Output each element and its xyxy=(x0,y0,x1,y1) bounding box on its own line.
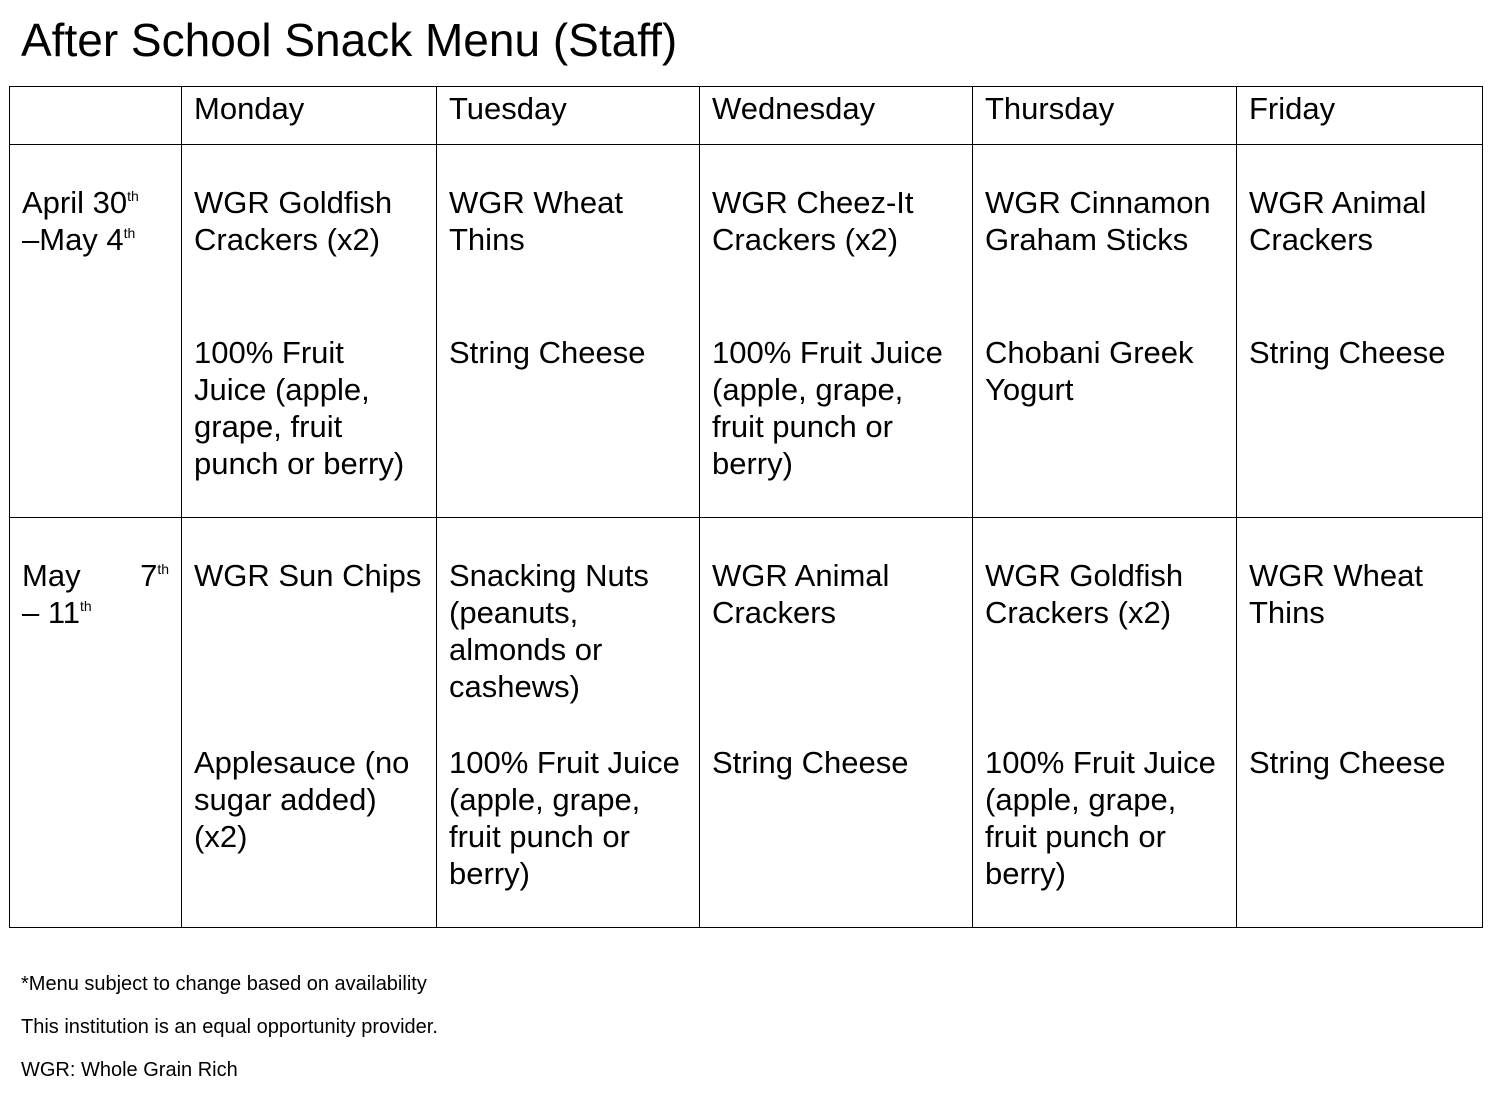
second-item: Chobani Greek Yogurt xyxy=(985,335,1194,407)
menu-cell-monday xyxy=(182,518,437,928)
snack-item: WGR Cinnamon Graham Sticks xyxy=(985,185,1211,257)
second-item: 100% Fruit Juice (apple, grape, fruit punch or berry) xyxy=(712,335,943,481)
second-item: String Cheese xyxy=(712,745,909,780)
page-title: After School Snack Menu (Staff) xyxy=(21,14,678,66)
menu-cell-thursday xyxy=(973,518,1237,928)
table-row-week-2 xyxy=(10,518,1483,928)
week-label-line-2: –May 4th xyxy=(22,222,136,257)
header-day-tuesday: Tuesday xyxy=(437,87,700,145)
menu-cell-wednesday xyxy=(700,518,973,928)
header-corner-cell xyxy=(10,87,182,145)
snack-item: WGR Goldfish Crackers (x2) xyxy=(985,558,1184,630)
snack-item: WGR Goldfish Crackers (x2) xyxy=(194,185,393,257)
second-item: String Cheese xyxy=(449,335,646,370)
week-label-line-1: May 7th xyxy=(22,558,169,593)
second-item: 100% Fruit Juice (apple, grape, fruit punch or berry) xyxy=(449,745,680,891)
second-item: String Cheese xyxy=(1249,745,1446,780)
snack-item: WGR Sun Chips xyxy=(194,558,422,593)
wgr-definition-note: WGR: Whole Grain Rich xyxy=(21,1059,238,1081)
week-label-cell xyxy=(10,518,182,928)
menu-cell-thursday xyxy=(973,145,1237,518)
equal-opportunity-note: This institution is an equal opportunity provider. xyxy=(21,1016,438,1038)
menu-cell-monday xyxy=(182,145,437,518)
menu-cell-friday xyxy=(1237,518,1483,928)
snack-item: WGR Cheez-It Crackers (x2) xyxy=(712,185,914,257)
snack-item: WGR Wheat Thins xyxy=(449,185,623,257)
menu-cell-tuesday xyxy=(437,145,700,518)
menu-cell-wednesday xyxy=(700,145,973,518)
snack-menu-table xyxy=(9,86,1483,928)
header-day-friday: Friday xyxy=(1237,87,1483,145)
header-day-wednesday: Wednesday xyxy=(700,87,973,145)
snack-item: WGR Animal Crackers xyxy=(1249,185,1427,257)
header-day-thursday: Thursday xyxy=(973,87,1237,145)
snack-item: WGR Animal Crackers xyxy=(712,558,890,630)
week-label xyxy=(22,557,169,631)
second-item: Applesauce (no sugar added) (x2) xyxy=(194,745,410,854)
disclaimer-note: *Menu subject to change based on availability xyxy=(21,973,427,995)
table-row-week-1 xyxy=(10,145,1483,518)
week-label-cell xyxy=(10,145,182,518)
snack-item: WGR Wheat Thins xyxy=(1249,558,1423,630)
week-label xyxy=(22,184,169,258)
table-header-row xyxy=(10,87,1483,145)
header-day-monday: Monday xyxy=(182,87,437,145)
menu-cell-friday xyxy=(1237,145,1483,518)
second-item: 100% Fruit Juice (apple, grape, fruit punch or berry) xyxy=(194,335,405,481)
snack-item: Snacking Nuts (peanuts, almonds or cashews) xyxy=(449,558,649,704)
footnotes xyxy=(21,972,438,1101)
second-item: String Cheese xyxy=(1249,335,1446,370)
week-label-line-2: – 11th xyxy=(22,595,92,630)
menu-cell-tuesday xyxy=(437,518,700,928)
week-label-line-1: April 30th xyxy=(22,185,139,220)
second-item: 100% Fruit Juice (apple, grape, fruit punch or berry) xyxy=(985,745,1216,891)
